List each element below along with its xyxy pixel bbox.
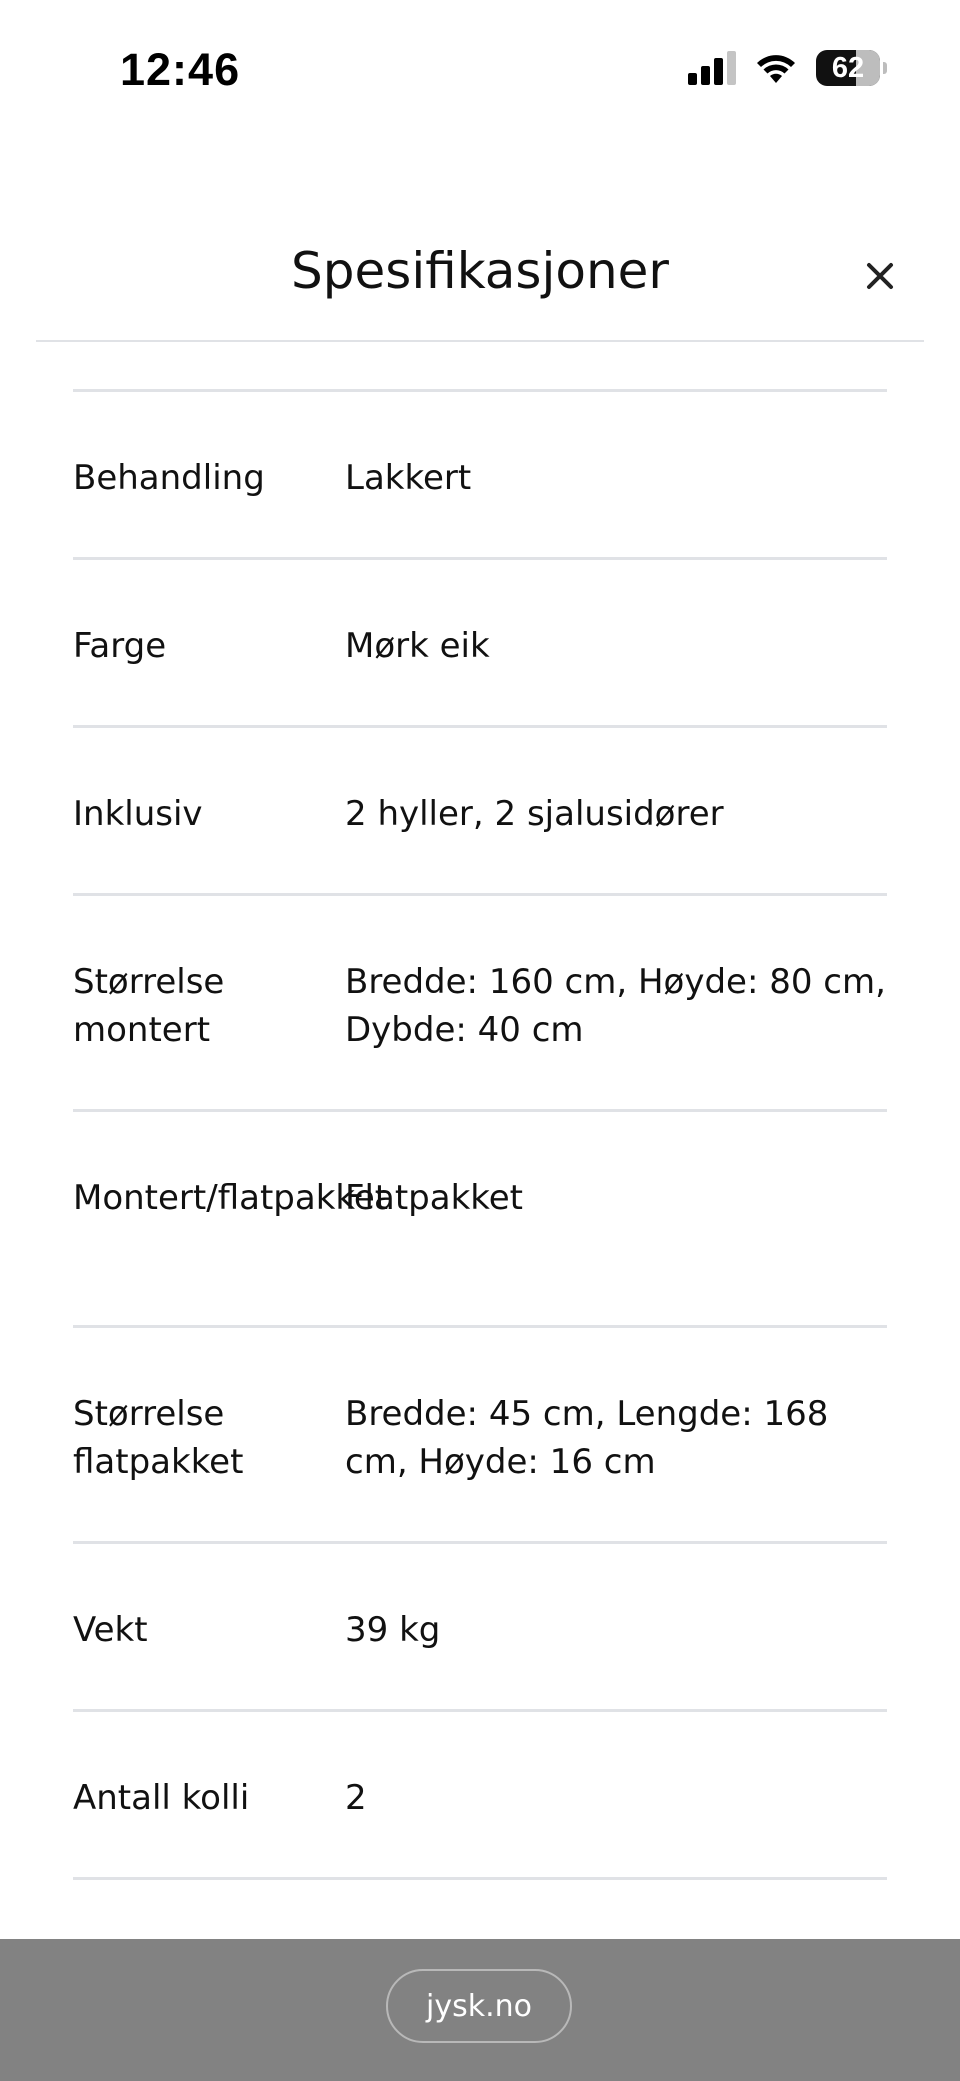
spec-label: Antall kolli [73,1778,250,1818]
spec-row-inklusiv [73,728,887,896]
spec-value: Flatpakket [345,1178,524,1218]
status-time: 12:46 [120,44,241,95]
signal-icon [688,51,736,85]
spec-row-storrelse-flatpakket [73,1328,887,1544]
status-bar [0,0,960,140]
spec-label: Montert/flatpakket [73,1178,389,1218]
spec-list [73,389,887,1880]
spec-row-montert-flatpakket [73,1112,887,1328]
spec-value: 39 kg [345,1610,441,1650]
sheet-header [36,220,924,342]
close-button[interactable] [860,256,900,296]
spec-label: Størrelse flatpakket [73,1394,244,1482]
close-icon [865,261,895,291]
spec-row-behandling [73,392,887,560]
spec-row-storrelse-montert [73,896,887,1112]
spec-label: Farge [73,626,167,666]
url-bar[interactable]: jysk.no [386,1969,572,2043]
spec-value: Lakkert [345,458,472,498]
wifi-icon [754,51,798,85]
status-icons [688,50,880,86]
browser-bar [0,1939,960,2081]
spec-label: Inklusiv [73,794,203,834]
spec-label: Vekt [73,1610,148,1650]
spec-value: Mørk eik [345,626,490,666]
spec-row-farge [73,560,887,728]
spec-label: Størrelse montert [73,962,225,1050]
spec-row-vekt [73,1544,887,1712]
spec-row-antall-kolli [73,1712,887,1880]
spec-value: 2 [345,1778,367,1818]
spec-label: Behandling [73,458,265,498]
battery-level: 62 [831,51,865,84]
spec-value: Bredde: 45 cm, Lengde: 168 cm, Høyde: 16 cm [345,1394,829,1482]
page-title: Spesifikasjoner [291,242,669,300]
spec-value: 2 hyller, 2 sjalusidører [345,794,724,834]
battery-icon [816,50,880,86]
spec-value: Bredde: 160 cm, Høyde: 80 cm, Dybde: 40 cm [345,962,886,1050]
